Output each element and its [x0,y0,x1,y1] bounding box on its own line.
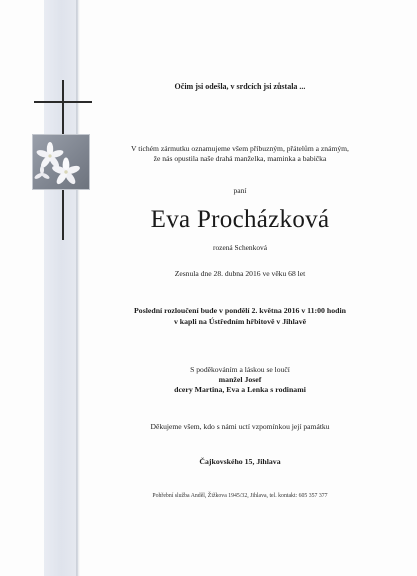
cross-bar-icon [34,101,92,103]
daughters-names: dcery Martina, Eva a Lenka s rodinami [174,385,306,394]
funeral-service-footer: Pohřební služba Anděl, Žižkova 1945/32, Jihlava, tel. kontakt: 605 357 377 [152,493,328,499]
funeral-info-line-2: v kapli na Ústředním hřbitově v Jihlavě [173,317,307,326]
announcement-line-1: V tichém zármutku oznamujeme všem příbuzným, přátelům a známým, [131,144,349,153]
gratitude-line: Děkujeme všem, kdo s námi uctí vzpomínkou její památku [150,422,330,431]
husband-name: manžel Josef [218,375,262,384]
death-info: Zesnula dne 28. dubna 2016 ve věku 68 let [174,269,306,278]
motto: Očim jsi odešla, v srdcích jsi zůstala ... [174,82,306,91]
maiden-name: rozená Schenková [213,243,267,252]
farewell-line: S poděkováním a láskou se loučí [190,365,290,374]
deceased-name: Eva Procházková [150,206,330,233]
funeral-info-line-1: Poslední rozloučení bude v pondělí 2. května 2016 v 11:00 hodin [134,306,346,315]
title-prefix: paní [233,186,247,195]
ribbon-shadow [76,0,80,576]
decorative-ribbon [44,0,78,576]
flower-frame [32,134,90,190]
white-lily-icon [32,134,90,190]
family-address: Čajkovského 15, Jihlava [199,457,281,466]
announcement-line-2: že nás opustila naše drahá manželka, maminka a babička [153,154,327,163]
